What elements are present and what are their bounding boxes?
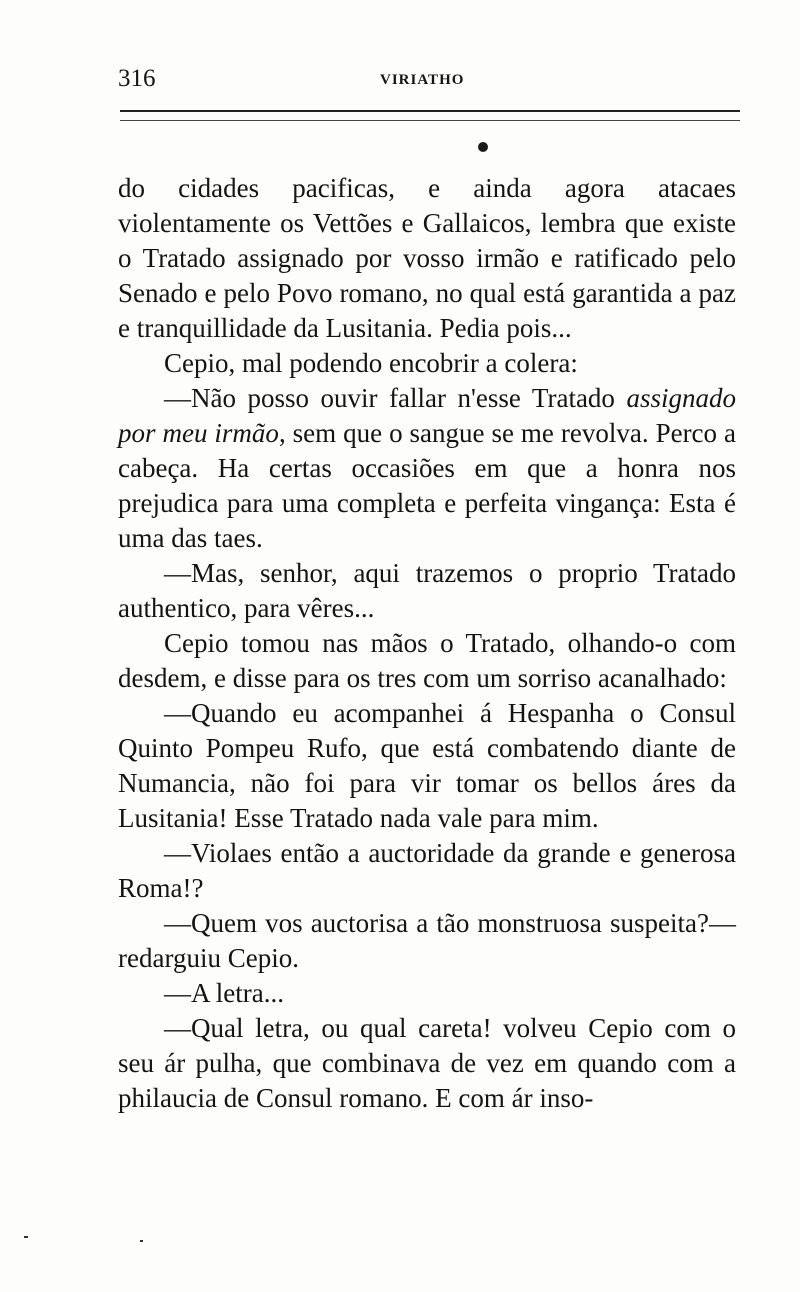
italic-phrase: assignado por meu irmão (118, 383, 736, 448)
page-number: 316 (118, 65, 156, 92)
paragraph: Cepio tomou nas mãos o Tratado, olhando-o com desdem, e disse para os tres com um sorriso acanalhado: (118, 628, 736, 693)
paragraph: —Qual letra, ou qual careta! volveu Cepio com o seu ár pulha, que combinava de vez em quando com a philaucia de Consul romano. E com ár inso- (118, 1013, 736, 1113)
paper-speck (140, 1240, 143, 1242)
paragraph (118, 381, 736, 556)
paragraph-text: , sem que o sangue se me revolva. Perco a cabeça. Ha certas occasiões em que a honra nos prejudica para uma completa e perfeita vingança: Esta é uma das taes. (118, 418, 736, 553)
running-title: VIRIATHO (380, 72, 465, 88)
paragraph: —Quem vos auctorisa a tão monstruosa suspeita?—redarguiu Cepio. (118, 908, 736, 973)
paragraph-text: —Não posso ouvir fallar n'esse Tratado (164, 383, 627, 413)
header-rule-thick (120, 110, 740, 112)
body-text (118, 171, 736, 1116)
paragraph: —Quando eu acompanhei á Hespanha o Consul Quinto Pompeu Rufo, que está combatendo diante de Numancia, não foi para vir tomar os bellos áres da Lusitania! Esse Tratado nada vale para mim. (118, 698, 736, 833)
paragraph: —Mas, senhor, aqui trazemos o proprio Tratado authentico, para vêres... (118, 558, 736, 623)
paragraph: —Violaes então a auctoridade da grande e generosa Roma!? (118, 838, 736, 903)
header-rule-thin (120, 120, 740, 121)
paragraph: do cidades pacificas, e ainda agora atacaes violentamente os Vettões e Gallaicos, lembra que existe o Tratado assignado por vosso irmão e ratificado pelo Senado e pelo Povo romano, no qual está garantida a paz e tranquillidade da Lusitania. Pedia pois... (118, 173, 736, 343)
ornament-dot (478, 142, 488, 152)
paragraph: Cepio, mal podendo encobrir a colera: (164, 348, 578, 378)
paragraph: —A letra... (164, 978, 284, 1008)
paper-speck (24, 1236, 28, 1238)
